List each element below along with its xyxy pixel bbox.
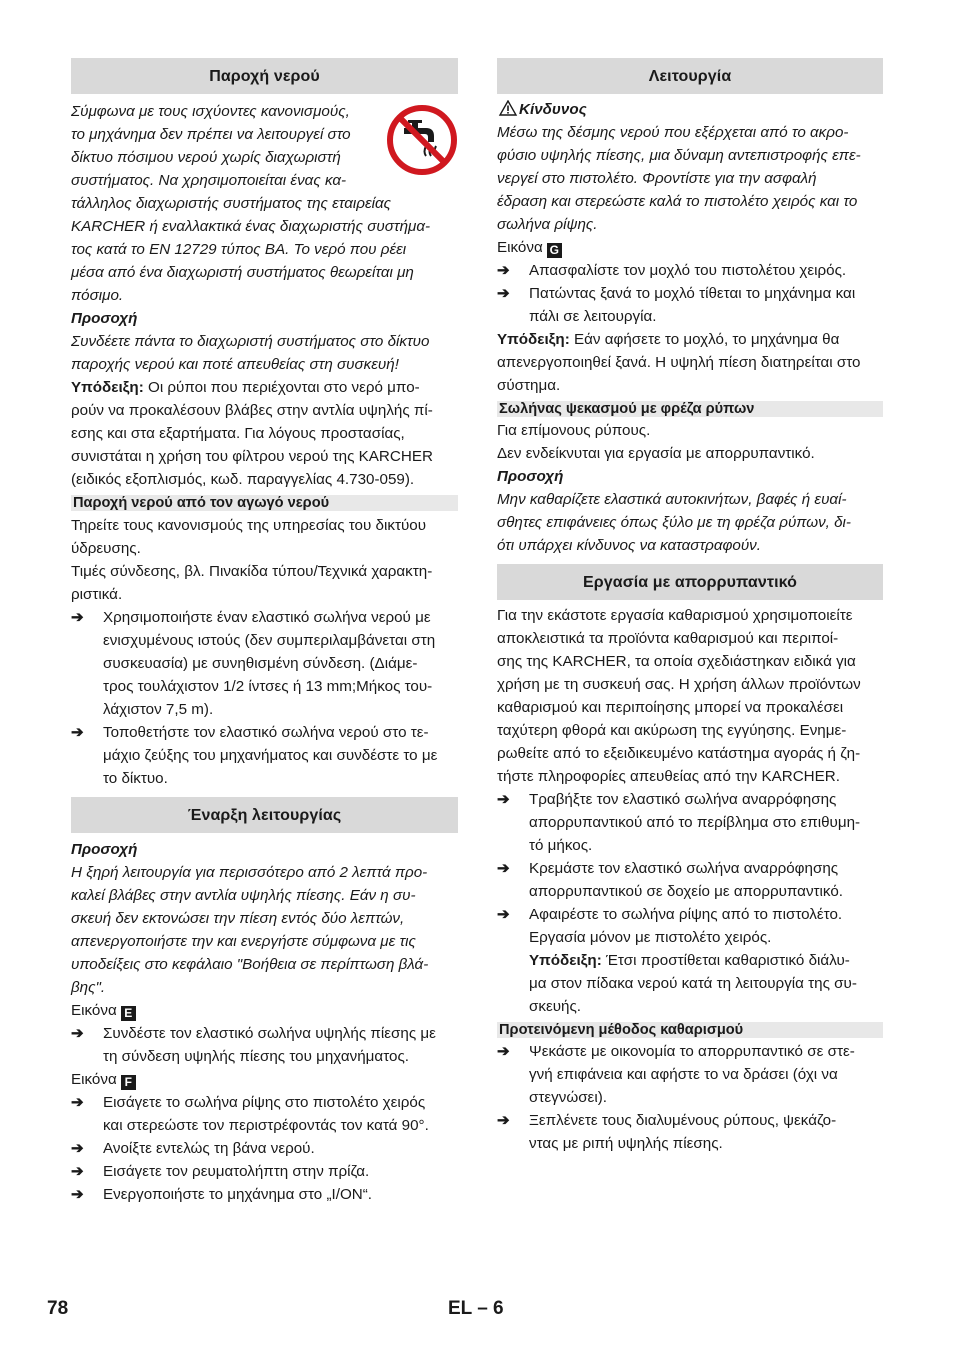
caution-line: Μην καθαρίζετε ελαστικά αυτοκινήτων, βαφές ή ευαί- <box>497 491 847 508</box>
list-item <box>497 259 883 282</box>
list-item <box>497 788 883 857</box>
subsection-header-from-pipe: Παροχή νερού από τον αγωγό νερού <box>71 495 458 511</box>
step-line: πάλι σε λειτουργία. <box>529 308 657 325</box>
arrow-right-icon: ➔ <box>71 1025 84 1042</box>
step-line: απορρυπαντικού από το περίβλημα στο επιθυμη- <box>529 814 861 831</box>
step-line: λάχιστον 7,5 m). <box>103 701 214 718</box>
intro-line: KARCHER ή εναλλακτικά ένας διαχωριστής συστήμα- <box>71 218 431 235</box>
step-line: Απασφαλίστε τον μοχλό του πιστολέτου χειρός. <box>529 262 847 279</box>
step-line: τη σύνδεση υψηλής πίεσης του μηχανήματος. <box>103 1048 409 1065</box>
arrow-right-icon: ➔ <box>71 1094 84 1111</box>
arrow-right-icon: ➔ <box>497 791 510 808</box>
step-line: μάχιο ζεύξης του μηχανήματος και συνδέστε το με <box>103 747 438 764</box>
language-page-indicator: EL – 6 <box>448 1298 504 1319</box>
step-line: και στερεώστε τον περιστρέφοντάς τον κατά 90°. <box>103 1117 429 1134</box>
list-item <box>497 1040 883 1109</box>
note-line: Οι ρύποι που περιέχονται στο νερό μπο- <box>143 379 420 396</box>
figure-label: Εικόνα <box>71 1002 117 1019</box>
intro-line: συστήματος. Να χρησιμοποιείται ένας κα- <box>71 172 347 189</box>
step-line: Χρησιμοποιήστε έναν ελαστικό σωλήνα νερού με <box>103 609 431 626</box>
step-line: Ενεργοποιήστε το μηχάνημα στο „I/ON“. <box>103 1186 373 1203</box>
danger-line: νεργεί στο πιστολέτο. Φροντίστε για την ασφαλή <box>497 170 817 187</box>
note-line: εσης και στα εξαρτήματα. Για λόγους προστασίας, <box>71 425 405 442</box>
intro-line: τάλληλος διαχωριστής συστήματος της εταιρείας <box>71 195 392 212</box>
caution-line: παροχής νερού και ποτέ απευθείας στη συσκευή! <box>71 356 399 373</box>
list-item <box>71 1183 458 1206</box>
dirt-blaster-line: Για επίμονους ρύπους. <box>497 422 651 439</box>
warning-triangle-icon <box>497 100 519 116</box>
arrow-right-icon: ➔ <box>497 285 510 302</box>
list-item <box>497 903 883 1018</box>
arrow-right-icon: ➔ <box>71 1140 84 1157</box>
caution-line: βης". <box>71 979 106 996</box>
arrow-right-icon: ➔ <box>71 1163 84 1180</box>
note-line: απενεργοποιηθεί ξανά. Η υψηλή πίεση διατηρείται στο <box>497 354 861 371</box>
detergent-line: Για την εκάστοτε εργασία καθαρισμού χρησιμοποιείτε <box>497 607 853 624</box>
step-line: Τοποθετήστε τον ελαστικό σωλήνα νερού στο τε- <box>103 724 429 741</box>
list-item <box>71 721 458 790</box>
step-line: Πατώντας ξανά το μοχλό τίθεται το μηχάνημα και <box>529 285 856 302</box>
detergent-line: ταχύτερη φθορά και ακύρωση της εγγύησης. Ενημε- <box>497 722 847 739</box>
list-item <box>71 1160 458 1183</box>
water-supply-intro <box>71 100 458 307</box>
danger-line: σωλήνα ρίψης. <box>497 216 598 233</box>
arrow-right-icon: ➔ <box>71 609 84 626</box>
intro-line: πόσιμο. <box>71 287 124 304</box>
caution-line: Συνδέετε πάντα το διαχωριστή συστήματος στο δίκτυο <box>71 333 430 350</box>
figure-label: Εικόνα <box>71 1071 117 1088</box>
note-label: Υπόδειξη: <box>529 952 602 969</box>
danger-label: Κίνδυνος <box>519 101 587 118</box>
step-line: ντας με ριπή υψηλής πίεσης. <box>529 1135 723 1152</box>
section-header-operation: Λειτουργία <box>497 58 883 94</box>
step-line: ενισχυμένους ιστούς (δεν συμπεριλαμβάνεται στη <box>103 632 436 649</box>
detergent-line: σης της KARCHER, τα οποία σχεδιάστηκαν ειδικά για <box>497 653 856 670</box>
note-line: (ειδικός εξοπλισμός, κωδ. παραγγελίας 4.730-059). <box>71 471 415 488</box>
note-label: Υπόδειξη: <box>497 331 570 348</box>
caution-line: σθητες επιφάνειες όπως ξύλο με τη φρέζα ρύπων, δι- <box>497 514 851 531</box>
from-pipe-line: ριστικά. <box>71 586 123 603</box>
detergent-line: καθαρισμού και περιποίησης μπορεί να προκαλέσει <box>497 699 844 716</box>
list-item <box>71 1091 458 1137</box>
step-line: το δίκτυο. <box>103 770 168 787</box>
arrow-right-icon: ➔ <box>497 262 510 279</box>
step-line: Εισάγετε το σωλήνα ρίψης στο πιστολέτο χειρός <box>103 1094 426 1111</box>
list-item <box>497 1109 883 1155</box>
detergent-line: αποκλειστικά τα προϊόντα καθαρισμού και περιποί- <box>497 630 839 647</box>
intro-line: μέσα από ένα διαχωριστή συστήματος θεωρείται μη <box>71 264 414 281</box>
caution-label: Προσοχή <box>71 310 138 327</box>
note-paragraph <box>497 328 883 351</box>
figure-letter-badge: G <box>547 243 562 258</box>
danger-line: έδραση και στερεώστε καλά το πιστολέτο χειρός και το <box>497 193 858 210</box>
step-line: Κρεμάστε τον ελαστικό σωλήνα αναρρόφησης <box>529 860 839 877</box>
intro-line: Σύμφωνα με τους ισχύοντες κανονισμούς, <box>71 103 350 120</box>
caution-line: καλεί βλάβες στην αντλία υψηλής πίεσης. Εάν η συ- <box>71 887 416 904</box>
right-column <box>497 58 883 1155</box>
section-header-water-supply: Παροχή νερού <box>71 58 458 94</box>
step-note <box>529 949 883 972</box>
step-line: Ανοίξτε εντελώς τη βάνα νερού. <box>103 1140 315 1157</box>
intro-line: το μηχάνημα δεν πρέπει να λειτουργεί στο <box>71 126 351 143</box>
step-line: απορρυπαντικού σε δοχείο με απορρυπαντικό. <box>529 883 844 900</box>
figure-reference <box>497 236 883 259</box>
arrow-right-icon: ➔ <box>71 1186 84 1203</box>
list-item <box>497 282 883 328</box>
subsection-header-recommended: Προτεινόμενη μέθοδος καθαρισμού <box>497 1022 883 1038</box>
note-paragraph <box>71 376 458 399</box>
figure-label: Εικόνα <box>497 239 543 256</box>
note-label: Υπόδειξη: <box>71 379 144 396</box>
intro-line: τος κατά το EN 12729 τύπος BA. Το νερό που ρέει <box>71 241 407 258</box>
note-line: ρούν να προκαλέσουν βλάβες στην αντλία υψηλής πί- <box>71 402 433 419</box>
step-line: Τραβήξτε τον ελαστικό σωλήνα αναρρόφησης <box>529 791 837 808</box>
caution-line: ότι υπάρχει κίνδυνος να καταστραφούν. <box>497 537 762 554</box>
arrow-right-icon: ➔ <box>497 860 510 877</box>
dirt-blaster-line: Δεν ενδείκνυται για εργασία με απορρυπαντικό. <box>497 445 815 462</box>
from-pipe-line: Τιμές σύνδεσης, βλ. Πινακίδα τύπου/Τεχνικά χαρακτη- <box>71 563 433 580</box>
left-column <box>71 58 458 1206</box>
danger-line: φύσιο υψηλής πίεσης, μια δύναμη αντεπιστροφής επε- <box>497 147 861 164</box>
detergent-line: χρήση με τη συσκευή σας. Η χρήση άλλων προϊόντων <box>497 676 861 693</box>
danger-heading <box>497 98 883 121</box>
no-drinking-water-icon <box>386 104 458 176</box>
caution-line: υποδείξεις στο κεφάλαιο "Βοήθεια σε περίπτωση βλά- <box>71 956 429 973</box>
figure-reference <box>71 999 458 1022</box>
caution-label: Προσοχή <box>497 468 564 485</box>
caution-label: Προσοχή <box>71 841 138 858</box>
step-line: Ψεκάστε με οικονομία το απορρυπαντικό σε στε- <box>529 1043 855 1060</box>
step-line: τρος τουλάχιστον 1/2 ίντσες ή 13 mm;Μήκος του- <box>103 678 433 695</box>
section-header-detergent: Εργασία με απορρυπαντικό <box>497 564 883 600</box>
note-line: Εάν αφήσετε το μοχλό, το μηχάνημα θα <box>569 331 840 348</box>
from-pipe-line: Τηρείτε τους κανονισμούς της υπηρεσίας του δικτύου <box>71 517 426 534</box>
from-pipe-line: ύδρευσης. <box>71 540 141 557</box>
list-item <box>71 1137 458 1160</box>
figure-letter-badge: F <box>121 1075 136 1090</box>
step-line: στεγνώσει). <box>529 1089 607 1106</box>
list-item <box>71 606 458 721</box>
arrow-right-icon: ➔ <box>71 724 84 741</box>
page-number: 78 <box>47 1298 69 1319</box>
note-line: συνιστάται η χρήση του φίλτρου νερού της KARCHER <box>71 448 433 465</box>
step-line: Ξεπλένετε τους διαλυμένους ρύπους, ψεκάζο- <box>529 1112 837 1129</box>
step-line: Συνδέστε τον ελαστικό σωλήνα υψηλής πίεσης με <box>103 1025 436 1042</box>
note-line: σύστημα. <box>497 377 561 394</box>
arrow-right-icon: ➔ <box>497 1043 510 1060</box>
step-line: γνή επιφάνεια και αφήστε το να δράσει (όχι να <box>529 1066 838 1083</box>
caution-line: απενεργοποιήστε την και ενεργήστε σύμφωνα με τις <box>71 933 416 950</box>
step-line: Εισάγετε τον ρευματολήπτη στην πρίζα. <box>103 1163 370 1180</box>
note-line: σκευής. <box>529 998 582 1015</box>
list-item <box>71 1022 458 1068</box>
intro-line: δίκτυο πόσιμου νερού χωρίς διαχωριστή <box>71 149 341 166</box>
step-line: Αφαιρέστε το σωλήνα ρίψης από το πιστολέτο. <box>529 906 843 923</box>
danger-line: Μέσω της δέσμης νερού που εξέρχεται από το ακρο- <box>497 124 849 141</box>
note-line: Έτσι προστίθεται καθαριστικό διάλυ- <box>601 952 850 969</box>
caution-line: Η ξηρή λειτουργία για περισσότερο από 2 λεπτά προ- <box>71 864 428 881</box>
step-line: συσκευασία) με συνηθισμένη σύνδεση. (Διάμε- <box>103 655 418 672</box>
detergent-line: τήστε πληροφορίες απευθείας από την KARCHER. <box>497 768 840 785</box>
caution-line: σκευή δεν εκτονώσει την πίεση εντός δύο λεπτών, <box>71 910 405 927</box>
arrow-right-icon: ➔ <box>497 1112 510 1129</box>
detergent-line: ρωθείτε από το εξειδικευμένο κατάστημα αγοράς ή ζη- <box>497 745 861 762</box>
step-line: τό μήκος. <box>529 837 593 854</box>
step-line: Εργασία μόνον με πιστολέτο χειρός. <box>529 929 772 946</box>
subsection-header-dirt-blaster: Σωλήνας ψεκασμού με φρέζα ρύπων <box>497 401 883 417</box>
list-item <box>497 857 883 903</box>
note-line: μα στον πίδακα νερού κατά τη λειτουργία της συ- <box>529 975 857 992</box>
figure-letter-badge: E <box>121 1006 136 1021</box>
section-header-startup: Έναρξη λειτουργίας <box>71 797 458 833</box>
figure-reference <box>71 1068 458 1091</box>
arrow-right-icon: ➔ <box>497 906 510 923</box>
